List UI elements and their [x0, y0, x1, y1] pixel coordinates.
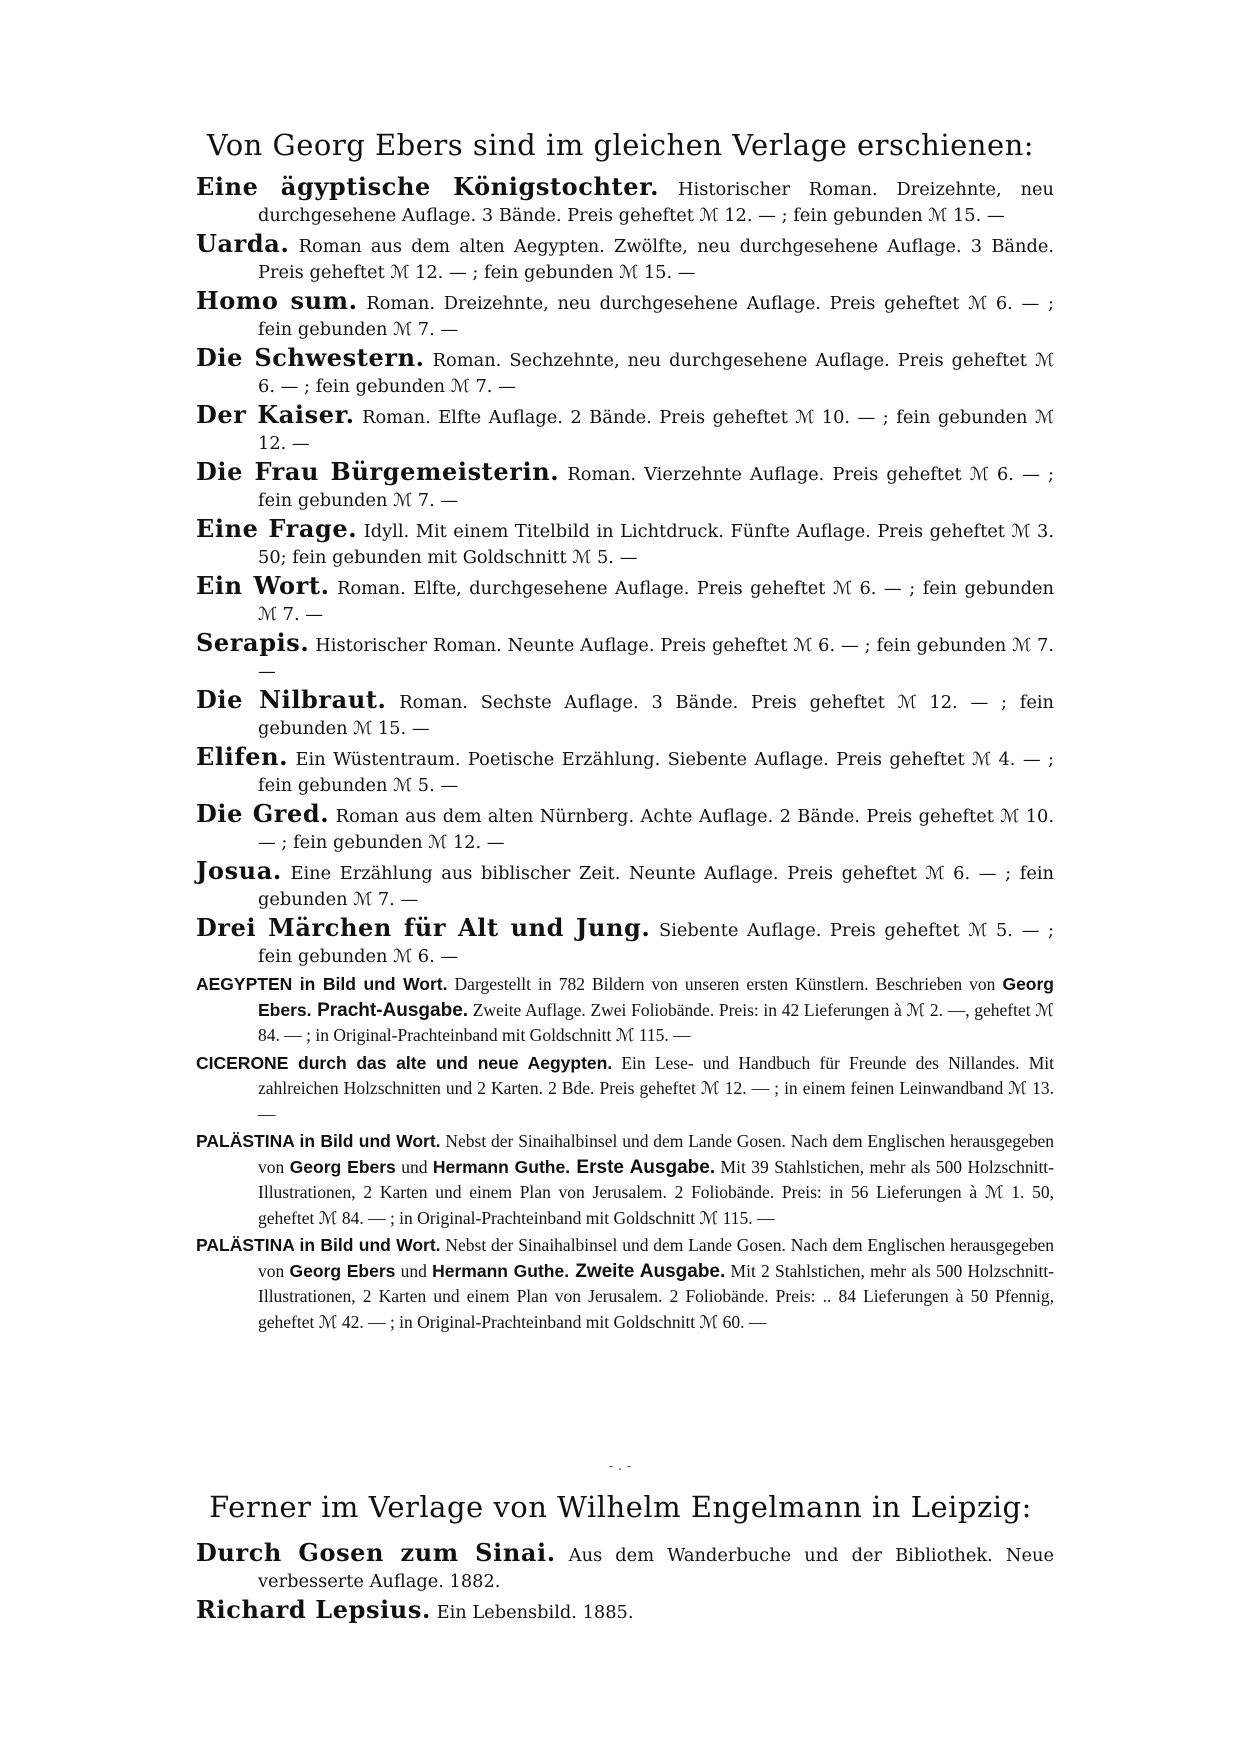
coauthor-name: Hermann Guthe. — [432, 1156, 571, 1177]
book-description: Roman. Dreizehnte, neu durchgesehene Auflage. Preis geheftet ℳ 6. — ; fein gebunden ℳ 7. — — [258, 293, 1054, 340]
book-title: Die Schwestern. — [196, 343, 425, 372]
conjunction: und — [395, 1260, 433, 1281]
book-entry — [196, 801, 1054, 856]
book-title: Josua. — [196, 856, 282, 885]
book-description: Roman aus dem alten Aegypten. Zwölfte, neu durchgesehene Auflage. 3 Bände. Preis geheftet ℳ 12. — ; fein gebunden ℳ 15. — — [258, 236, 1054, 283]
book-description: Historischer Roman. Dreizehnte, neu durchgesehene Auflage. 3 Bände. Preis geheftet ℳ 12. — ; fein gebunden ℳ 15. — — [258, 179, 1054, 226]
book-entry-palaestina-first — [196, 1129, 1054, 1231]
book-title: Drei Märchen für Alt und Jung. — [196, 913, 651, 942]
book-entry-aegypten — [196, 972, 1054, 1049]
book-entry — [196, 459, 1054, 514]
book-description: Roman aus dem alten Nürnberg. Achte Auflage. 2 Bände. Preis geheftet ℳ 10. — ; fein gebunden ℳ 12. — — [258, 806, 1054, 853]
book-entry — [196, 858, 1054, 913]
book-title: Eine Frage. — [196, 514, 358, 543]
book-title: PALÄSTINA in Bild und Wort. — [196, 1235, 441, 1255]
edition-label: Zweite Ausgabe. — [569, 1260, 726, 1282]
coauthor-name: Hermann Guthe. — [432, 1260, 570, 1281]
book-description: Dargestellt in 782 Bildern von unseren ersten Künstlern. Beschrieben von — [447, 974, 1003, 994]
section-divider: - . - — [608, 1458, 632, 1474]
book-description: Ein Wüstentraum. Poetische Erzählung. Siebente Auflage. Preis geheftet ℳ 4. — ; fein gebunden ℳ 5. — — [258, 749, 1054, 796]
book-description: Ein Lese- und Handbuch für Freunde des Nillandes. Mit zahlreichen Holzschnitten und 2 Karten. 2 Bde. Preis geheftet ℳ 12. — ; in einem feinen Leinwandband ℳ 13. — — [258, 1052, 1054, 1124]
book-description: Siebente Auflage. Preis geheftet ℳ 5. — ; fein gebunden ℳ 6. — — [258, 920, 1054, 967]
book-entry-palaestina-second — [196, 1233, 1054, 1335]
edition-label: Pracht-Ausgabe. — [311, 999, 469, 1021]
book-entry — [196, 345, 1054, 400]
book-entry — [196, 744, 1054, 799]
book-entry-cicerone — [196, 1051, 1054, 1128]
book-description: Roman. Sechste Auflage. 3 Bände. Preis geheftet ℳ 12. — ; fein gebunden ℳ 15. — — [258, 692, 1054, 739]
book-title: Serapis. — [196, 628, 310, 657]
book-title: AEGYPTEN in Bild und Wort. — [196, 974, 448, 994]
book-title: Uarda. — [196, 229, 290, 258]
book-title: Homo sum. — [196, 286, 358, 315]
conjunction: und — [395, 1156, 433, 1177]
book-title: Die Gred. — [196, 799, 330, 828]
book-entry — [196, 573, 1054, 628]
book-description: Roman. Elfte Auflage. 2 Bände. Preis geheftet ℳ 10. — ; fein gebunden ℳ 12. — — [258, 407, 1054, 454]
author-name: Georg Ebers. — [258, 974, 1054, 1020]
book-title: Ein Wort. — [196, 571, 330, 600]
engelmann-book-list — [196, 1540, 1054, 1628]
book-entry — [196, 174, 1054, 229]
book-description: Nebst der Sinaihalbinsel und dem Lande Gosen. Nach dem Englischen herausgegeben von — [258, 1131, 1054, 1177]
book-title: Elifen. — [196, 742, 289, 771]
book-description: Zweite Auflage. Zwei Foliobände. Preis: in 42 Lieferungen à ℳ 2. —, geheftet ℳ 84. — ; in Original-Prachteinband mit Goldschnitt ℳ 115. — — [258, 999, 1054, 1045]
book-title: Die Nilbraut. — [196, 685, 387, 714]
heading-engelmann: Ferner im Verlage von Wilhelm Engelmann in Leipzig: — [209, 1490, 1032, 1524]
book-title: CICERONE durch das alte und neue Aegypten. — [196, 1052, 613, 1073]
book-entry — [196, 687, 1054, 742]
book-title: Richard Lepsius. — [196, 1595, 431, 1624]
book-entry — [196, 516, 1054, 571]
book-entry — [196, 630, 1054, 685]
book-entry — [196, 231, 1054, 286]
book-title: Eine ägyptische Königstochter. — [196, 172, 660, 201]
book-entry — [196, 402, 1054, 457]
book-description: Ein Lebensbild. 1885. — [430, 1602, 634, 1623]
author-name: Georg Ebers — [289, 1260, 396, 1281]
book-title: PALÄSTINA in Bild und Wort. — [196, 1131, 441, 1151]
author-name: Georg Ebers — [289, 1156, 396, 1177]
book-description: Historischer Roman. Neunte Auflage. Preis geheftet ℳ 6. — ; fein gebunden ℳ 7. — — [258, 635, 1054, 682]
book-title: Die Frau Bürgemeisterin. — [196, 457, 560, 486]
book-description: Roman. Sechzehnte, neu durchgesehene Auflage. Preis geheftet ℳ 6. — ; fein gebunden ℳ 7. — — [258, 350, 1054, 397]
heading-publisher-list: Von Georg Ebers sind im gleichen Verlage erschienen: — [206, 128, 1035, 162]
book-description: Idyll. Mit einem Titelbild in Lichtdruck. Fünfte Auflage. Preis geheftet ℳ 3. 50; fein gebunden mit Goldschnitt ℳ 5. — — [258, 521, 1054, 568]
book-title: Durch Gosen zum Sinai. — [196, 1538, 556, 1567]
book-description: Eine Erzählung aus biblischer Zeit. Neunte Auflage. Preis geheftet ℳ 6. — ; fein gebunden ℳ 7. — — [258, 863, 1054, 910]
book-entry — [196, 288, 1054, 343]
edition-label: Erste Ausgabe. — [570, 1156, 716, 1178]
book-description: Nebst der Sinaihalbinsel und dem Lande Gosen. Nach dem Englischen herausgegeben von — [258, 1235, 1054, 1281]
book-description: Mit 2 Stahlstichen, mehr als 500 Holzschnitt-Illustrationen, 2 Karten und einem Plan von Jerusalem. 2 Foliobände. Preis: .. 84 Lieferungen à 50 Pfennig, geheftet ℳ 42. — ; in Original-Prachteinband mit Goldschnitt ℳ 60. — — [258, 1260, 1055, 1332]
book-description: Mit 39 Stahlstichen, mehr als 500 Holzschnitt-Illustrationen, 2 Karten und einem Plan von Jerusalem. 2 Foliobände. Preis: in 56 Lieferungen à ℳ 1. 50, geheftet ℳ 84. — ; in Original-Prachteinband mit Goldschnitt ℳ 115. — — [258, 1156, 1054, 1228]
book-entry — [196, 1597, 1054, 1626]
book-description: Aus dem Wanderbuche und der Bibliothek. Neue verbesserte Auflage. 1882. — [258, 1545, 1054, 1592]
book-entry — [196, 915, 1054, 970]
book-description: Roman. Vierzehnte Auflage. Preis geheftet ℳ 6. — ; fein gebunden ℳ 7. — — [258, 464, 1054, 511]
book-entry — [196, 1540, 1054, 1595]
book-list — [196, 174, 1054, 1337]
book-description: Roman. Elfte, durchgesehene Auflage. Preis geheftet ℳ 6. — ; fein gebunden ℳ 7. — — [258, 578, 1054, 625]
book-title: Der Kaiser. — [196, 400, 355, 429]
